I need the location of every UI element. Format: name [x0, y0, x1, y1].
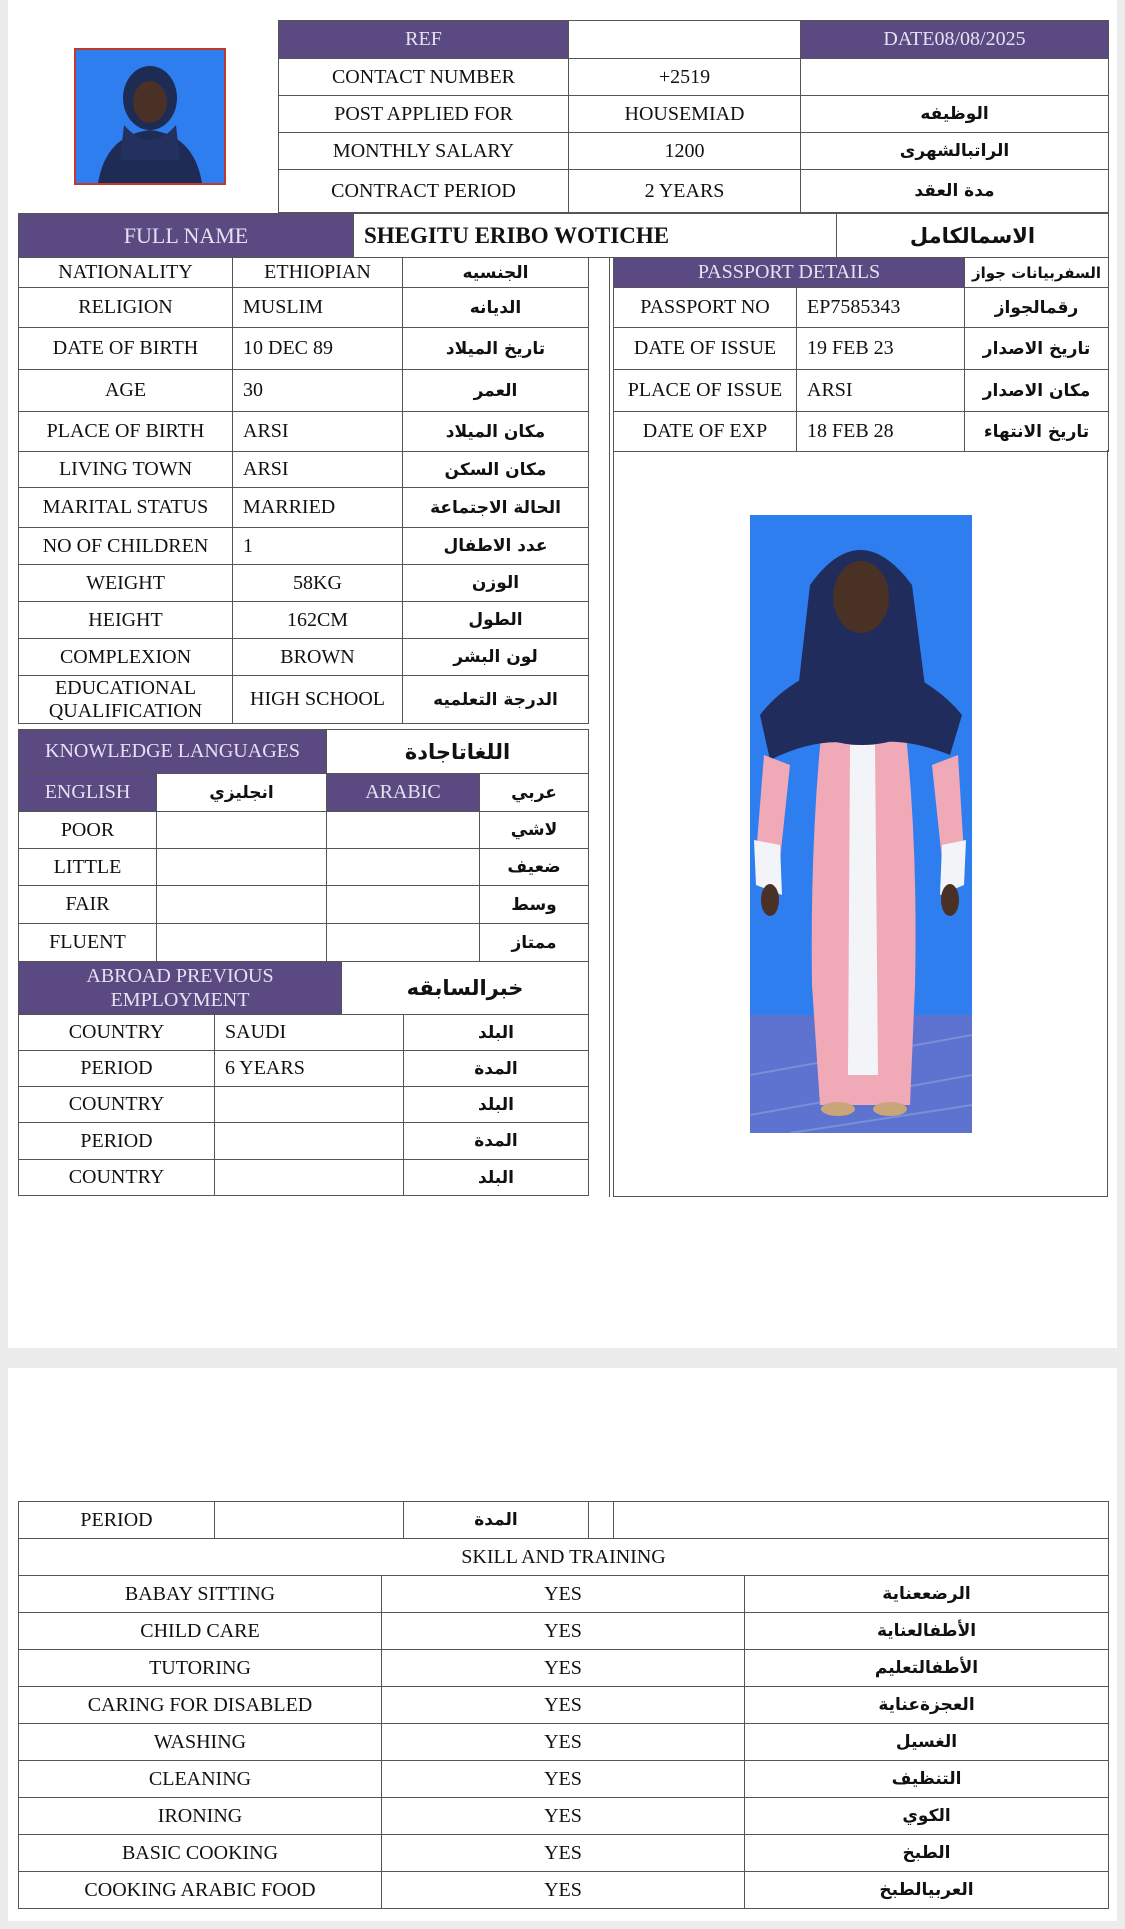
personal-label: PLACE OF BIRTH: [19, 412, 233, 452]
personal-ar: الدرجة التعلميه: [403, 676, 589, 724]
employment-table: [18, 961, 589, 1015]
level-ar: لاشي: [480, 812, 589, 849]
employment-row-value: 6 YEARS: [215, 1051, 404, 1087]
level-label: FAIR: [19, 886, 157, 924]
employment-row-ar: المدة: [404, 1123, 589, 1160]
personal-label: WEIGHT: [19, 565, 233, 602]
arabic-level-cell: [327, 849, 480, 886]
personal-label: NO OF CHILDREN: [19, 528, 233, 565]
english-level-cell: [157, 812, 327, 849]
english-level-cell: [157, 924, 327, 962]
post-value: HOUSEMIAD: [569, 96, 801, 133]
employment-label: ABROAD PREVIOUS EMPLOYMENT: [19, 962, 342, 1015]
passport-label: PLACE OF ISSUE: [614, 370, 797, 412]
passport-details-ar: السفربيانات جواز: [965, 258, 1109, 288]
personal-value: BROWN: [233, 639, 403, 676]
employment-row-ar: المدة: [404, 1051, 589, 1087]
english-label: ENGLISH: [19, 774, 157, 812]
english-ar: انجليزي: [157, 774, 327, 812]
passport-ar: مكان الاصدار: [965, 370, 1109, 412]
personal-value: MUSLIM: [233, 288, 403, 328]
salary-ar: الراتبالشهرى: [801, 133, 1109, 170]
skill-ar: العجزةعناية: [745, 1687, 1109, 1724]
skill-ar: الأطفالعناية: [745, 1613, 1109, 1650]
period-continued-label: PERIOD: [19, 1502, 215, 1539]
employment-row-ar: البلد: [404, 1087, 589, 1123]
skill-label: CHILD CARE: [19, 1613, 382, 1650]
level-ar: ضعيف: [480, 849, 589, 886]
personal-label: LIVING TOWN: [19, 452, 233, 488]
personal-ar: العمر: [403, 370, 589, 412]
level-label: POOR: [19, 812, 157, 849]
employment-row-label: COUNTRY: [19, 1160, 215, 1196]
personal-ar: الحالة الاجتماعة: [403, 488, 589, 528]
employment-row-value: [215, 1160, 404, 1196]
employment-row-value: [215, 1123, 404, 1160]
personal-ar: تاريخ الميلاد: [403, 328, 589, 370]
header-table: [278, 20, 1109, 213]
skill-ar: الطبخ: [745, 1835, 1109, 1872]
skill-label: BABAY SITTING: [19, 1576, 382, 1613]
skill-label: CARING FOR DISABLED: [19, 1687, 382, 1724]
skill-value: YES: [382, 1724, 745, 1761]
full-name-table: [18, 213, 1109, 258]
arabic-label: ARABIC: [327, 774, 480, 812]
skill-ar: الرضععناية: [745, 1576, 1109, 1613]
passport-ar: تاريخ الاصدار: [965, 328, 1109, 370]
personal-ar: مكان الميلاد: [403, 412, 589, 452]
salary-label: MONTHLY SALARY: [279, 133, 569, 170]
skills-table: [18, 1538, 1109, 1909]
personal-value: 10 DEC 89: [233, 328, 403, 370]
contact-label: CONTACT NUMBER: [279, 59, 569, 96]
skill-label: COOKING ARABIC FOOD: [19, 1872, 382, 1909]
contact-ar: [801, 59, 1109, 96]
languages-table: [18, 729, 589, 962]
full-name-ar: الاسمالكامل: [837, 214, 1109, 258]
passport-value: EP7585343: [797, 288, 965, 328]
personal-label: RELIGION: [19, 288, 233, 328]
period-continued-value: [215, 1502, 404, 1539]
salary-value: 1200: [569, 133, 801, 170]
employment-row-label: PERIOD: [19, 1123, 215, 1160]
personal-ar: الوزن: [403, 565, 589, 602]
cv-page-2: [8, 1368, 1117, 1921]
employment-row-ar: البلد: [404, 1015, 589, 1051]
contract-value: 2 YEARS: [569, 170, 801, 213]
personal-label: COMPLEXION: [19, 639, 233, 676]
skill-value: YES: [382, 1798, 745, 1835]
personal-ar: الديانه: [403, 288, 589, 328]
personal-value: ARSI: [233, 452, 403, 488]
passport-value: 19 FEB 23: [797, 328, 965, 370]
passport-value: 18 FEB 28: [797, 412, 965, 452]
skill-ar: العربيالطبخ: [745, 1872, 1109, 1909]
employment-row-label: PERIOD: [19, 1051, 215, 1087]
arabic-ar: عربي: [480, 774, 589, 812]
cv-page-1: [8, 0, 1117, 1348]
post-ar: الوظيفه: [801, 96, 1109, 133]
ref-value: [569, 21, 801, 59]
passport-label: PASSPORT NO: [614, 288, 797, 328]
spacer-cell: [589, 1502, 614, 1539]
personal-value: MARRIED: [233, 488, 403, 528]
full-body-photo: [750, 515, 972, 1133]
employment-ar: خبرالسابقه: [342, 962, 589, 1015]
contract-label: CONTRACT PERIOD: [279, 170, 569, 213]
contact-value: +2519: [569, 59, 801, 96]
employment-row-value: SAUDI: [215, 1015, 404, 1051]
personal-value: ARSI: [233, 412, 403, 452]
period-continued-table: [18, 1501, 1109, 1539]
personal-label: MARITAL STATUS: [19, 488, 233, 528]
passport-table: [613, 257, 1109, 452]
passport-ar: تاريخ الانتهاء: [965, 412, 1109, 452]
passport-details-label: PASSPORT DETAILS: [614, 258, 965, 288]
skill-value: YES: [382, 1650, 745, 1687]
skill-value: YES: [382, 1576, 745, 1613]
skill-value: YES: [382, 1835, 745, 1872]
personal-ar: مكان السكن: [403, 452, 589, 488]
employment-row-value: [215, 1087, 404, 1123]
personal-label: EDUCATIONAL QUALIFICATION: [19, 676, 233, 724]
passport-value: ARSI: [797, 370, 965, 412]
level-label: FLUENT: [19, 924, 157, 962]
period-continued-ar: المدة: [404, 1502, 589, 1539]
personal-label: DATE OF BIRTH: [19, 328, 233, 370]
column-divider: [588, 257, 610, 1197]
personal-ar: عدد الاطفال: [403, 528, 589, 565]
post-label: POST APPLIED FOR: [279, 96, 569, 133]
skill-label: BASIC COOKING: [19, 1835, 382, 1872]
headshot-photo: [74, 48, 226, 185]
level-ar: ممتاز: [480, 924, 589, 962]
skill-ar: التنظيف: [745, 1761, 1109, 1798]
personal-value: 58KG: [233, 565, 403, 602]
employment-row-label: COUNTRY: [19, 1087, 215, 1123]
personal-value: 162CM: [233, 602, 403, 639]
skill-label: IRONING: [19, 1798, 382, 1835]
arabic-level-cell: [327, 812, 480, 849]
personal-ar: لون البشر: [403, 639, 589, 676]
personal-label: AGE: [19, 370, 233, 412]
english-level-cell: [157, 849, 327, 886]
full-name-label: FULL NAME: [19, 214, 354, 258]
passport-label: DATE OF EXP: [614, 412, 797, 452]
level-ar: وسط: [480, 886, 589, 924]
languages-ar: اللغاتاجادة: [327, 730, 589, 774]
personal-value: 1: [233, 528, 403, 565]
personal-ar: الجنسيه: [403, 258, 589, 288]
arabic-level-cell: [327, 886, 480, 924]
skill-ar: الأطفالتعليم: [745, 1650, 1109, 1687]
skill-value: YES: [382, 1761, 745, 1798]
personal-ar: الطول: [403, 602, 589, 639]
contract-ar: مدة العقد: [801, 170, 1109, 213]
skill-label: WASHING: [19, 1724, 382, 1761]
languages-label: KNOWLEDGE LANGUAGES: [19, 730, 327, 774]
employment-row-ar: البلد: [404, 1160, 589, 1196]
full-name-value: SHEGITU ERIBO WOTICHE: [354, 214, 837, 258]
employment-row-label: COUNTRY: [19, 1015, 215, 1051]
skill-ar: الغسيل: [745, 1724, 1109, 1761]
skill-value: YES: [382, 1872, 745, 1909]
skills-title: SKILL AND TRAINING: [19, 1539, 1109, 1576]
skill-label: TUTORING: [19, 1650, 382, 1687]
personal-table: [18, 257, 589, 724]
personal-value: 30: [233, 370, 403, 412]
personal-value: ETHIOPIAN: [233, 258, 403, 288]
english-level-cell: [157, 886, 327, 924]
skill-value: YES: [382, 1687, 745, 1724]
level-label: LITTLE: [19, 849, 157, 886]
skill-label: CLEANING: [19, 1761, 382, 1798]
skill-value: YES: [382, 1613, 745, 1650]
skill-ar: الكوي: [745, 1798, 1109, 1835]
arabic-level-cell: [327, 924, 480, 962]
ref-label: REF: [279, 21, 569, 59]
personal-value: HIGH SCHOOL: [233, 676, 403, 724]
passport-label: DATE OF ISSUE: [614, 328, 797, 370]
date-label: DATE08/08/2025: [801, 21, 1109, 59]
employment-rows-table: [18, 1014, 589, 1196]
personal-label: HEIGHT: [19, 602, 233, 639]
blank-cell: [614, 1502, 1109, 1539]
passport-ar: رقمالجواز: [965, 288, 1109, 328]
personal-label: NATIONALITY: [19, 258, 233, 288]
